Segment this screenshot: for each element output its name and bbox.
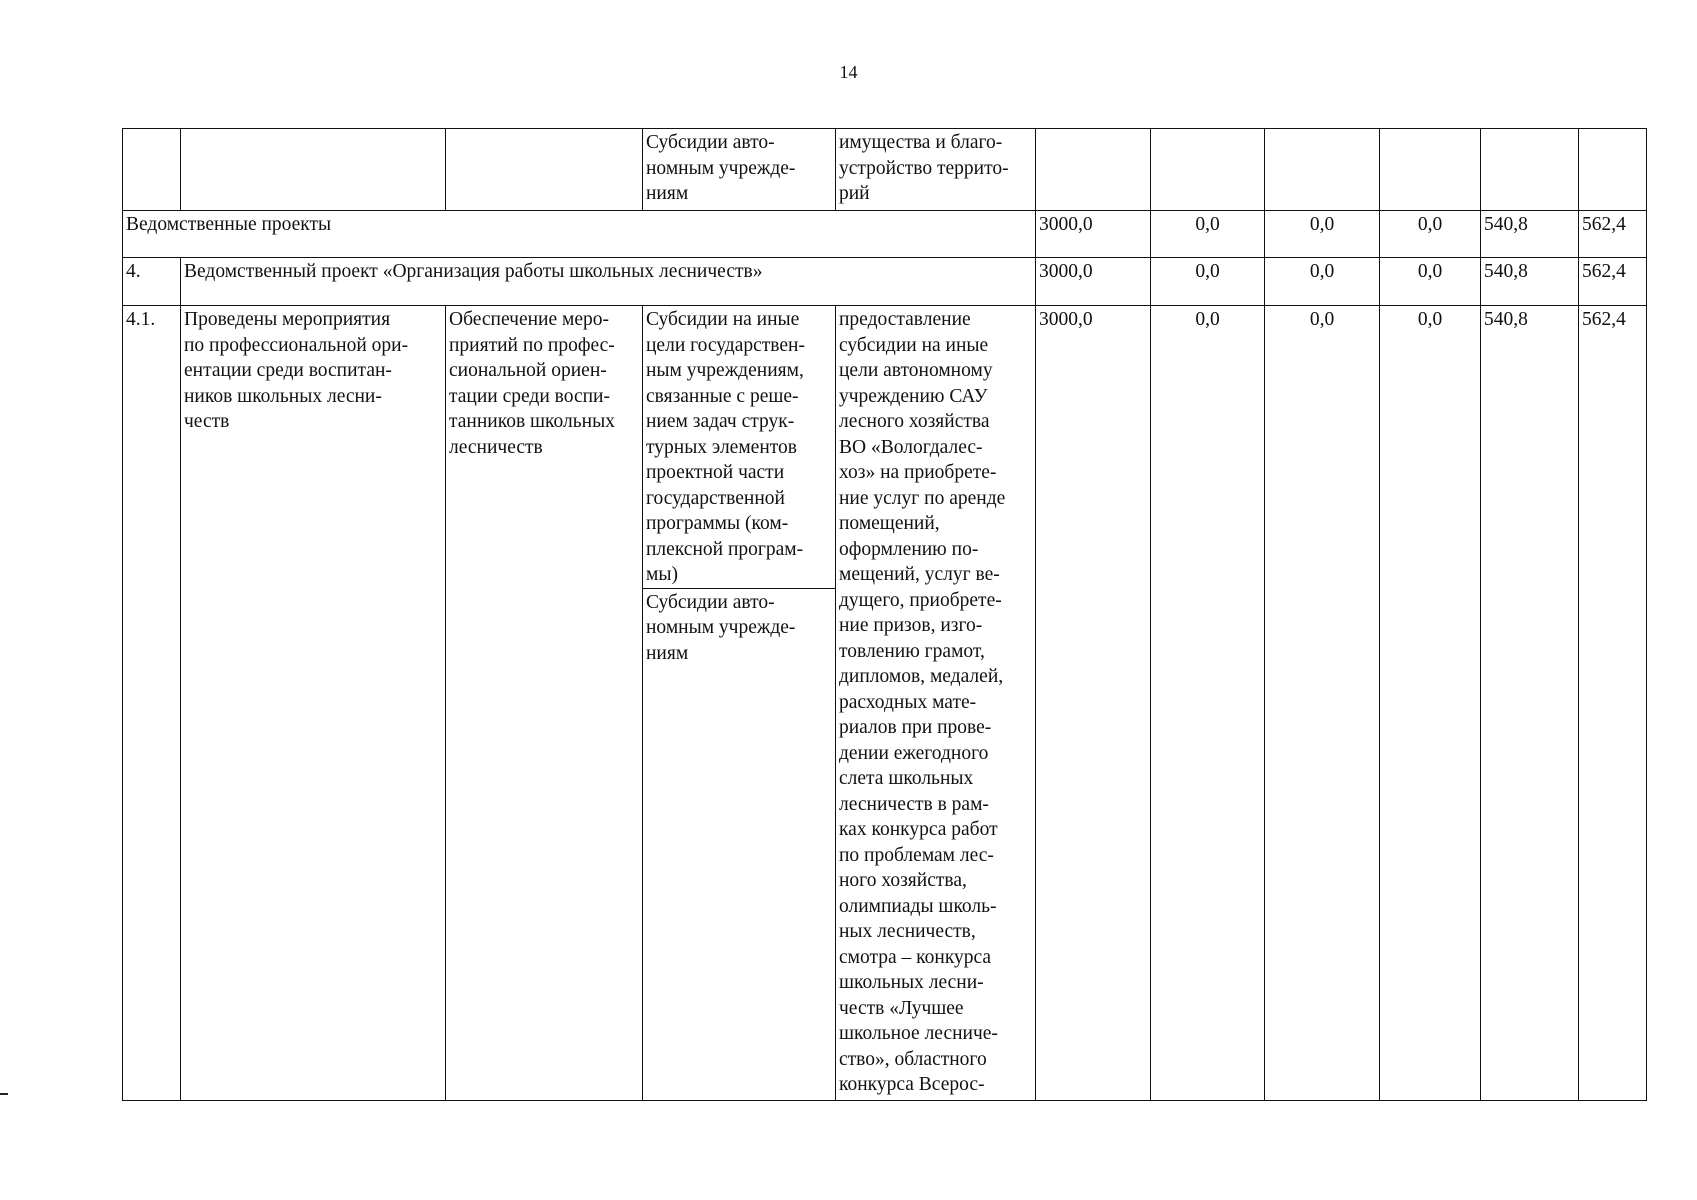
project-label: Ведомственный проект «Организация работы школьных лесничеств» [181, 258, 1036, 306]
cell-value [1579, 129, 1647, 211]
margin-mark [0, 1093, 8, 1095]
section-label: Ведомственные проекты [123, 211, 1036, 258]
budget-table [122, 128, 1647, 1101]
cell-measure [446, 129, 643, 211]
cell-value: 562,4 [1579, 258, 1647, 306]
cell-value [1265, 129, 1380, 211]
cell-purpose: предоставление субсидии на иные цели автономному учреждению САУ лесного хозяйства ВО «Вологдалес- хоз» на приобрете- ние услуг по аренде помещений, оформлению по- мещений, услуг ве- дущего, приобрете- ние призов, изго- товлению грамот, дипломов, медалей, расходных мате- риалов при прове- дении ежегодного слета школьных лесничеств в рам- ках конкурса работ по проблемам лес- ного хозяйства, олимпиады школь- ных лесничеств, смотра – конкурса школьных лесни- честв «Лучшее школьное лесниче- ство», областного конкурса Всерос- [836, 306, 1036, 1101]
table-row-continuation [123, 129, 1647, 211]
cell-purpose: имущества и благо- устройство террито- рий [836, 129, 1036, 211]
cell-value: 562,4 [1579, 306, 1647, 1101]
cell-value: 0,0 [1265, 258, 1380, 306]
cell-value [1036, 129, 1151, 211]
cell-result [181, 129, 446, 211]
cell-value: 540,8 [1481, 258, 1579, 306]
cell-value: 0,0 [1151, 258, 1265, 306]
cell-value: 3000,0 [1036, 211, 1151, 258]
subsidy-type-autonomous: Субсидии авто- номным учрежде- ниям [643, 588, 835, 667]
cell-value: 0,0 [1151, 211, 1265, 258]
cell-value: 540,8 [1481, 211, 1579, 258]
table-row-section [123, 211, 1647, 258]
cell-value: 0,0 [1151, 306, 1265, 1101]
cell-value: 0,0 [1265, 211, 1380, 258]
cell-value [1151, 129, 1265, 211]
cell-value: 0,0 [1380, 306, 1481, 1101]
table-row-project [123, 258, 1647, 306]
cell-value: 3000,0 [1036, 306, 1151, 1101]
cell-measure: Обеспечение меро- приятий по профес- сиональной ориен- тации среди воспи- танников школьных лесничеств [446, 306, 643, 1101]
cell-value: 540,8 [1481, 306, 1579, 1101]
cell-value: 562,4 [1579, 211, 1647, 258]
cell-subsidy-type: Субсидии авто- номным учрежде- ниям [643, 129, 836, 211]
cell-number: 4.1. [123, 306, 181, 1101]
cell-value [1380, 129, 1481, 211]
cell-value: 0,0 [1380, 258, 1481, 306]
page-number: 14 [839, 62, 858, 82]
cell-number [123, 129, 181, 211]
cell-value: 0,0 [1265, 306, 1380, 1101]
cell-value: 0,0 [1380, 211, 1481, 258]
cell-value [1481, 129, 1579, 211]
cell-number: 4. [123, 258, 181, 306]
cell-subsidy-types [643, 306, 836, 1101]
cell-result: Проведены мероприятия по профессиональной ори- ентации среди воспитан- ников школьных лесни- честв [181, 306, 446, 1101]
cell-value: 3000,0 [1036, 258, 1151, 306]
subsidy-type-other: Субсидии на иные цели государствен- ным учреждениям, связанные с реше- нием задач струк- турных элементов проектной части государственной программы (ком- плексной програм- мы) [646, 309, 805, 585]
table-row-item [123, 306, 1647, 1101]
